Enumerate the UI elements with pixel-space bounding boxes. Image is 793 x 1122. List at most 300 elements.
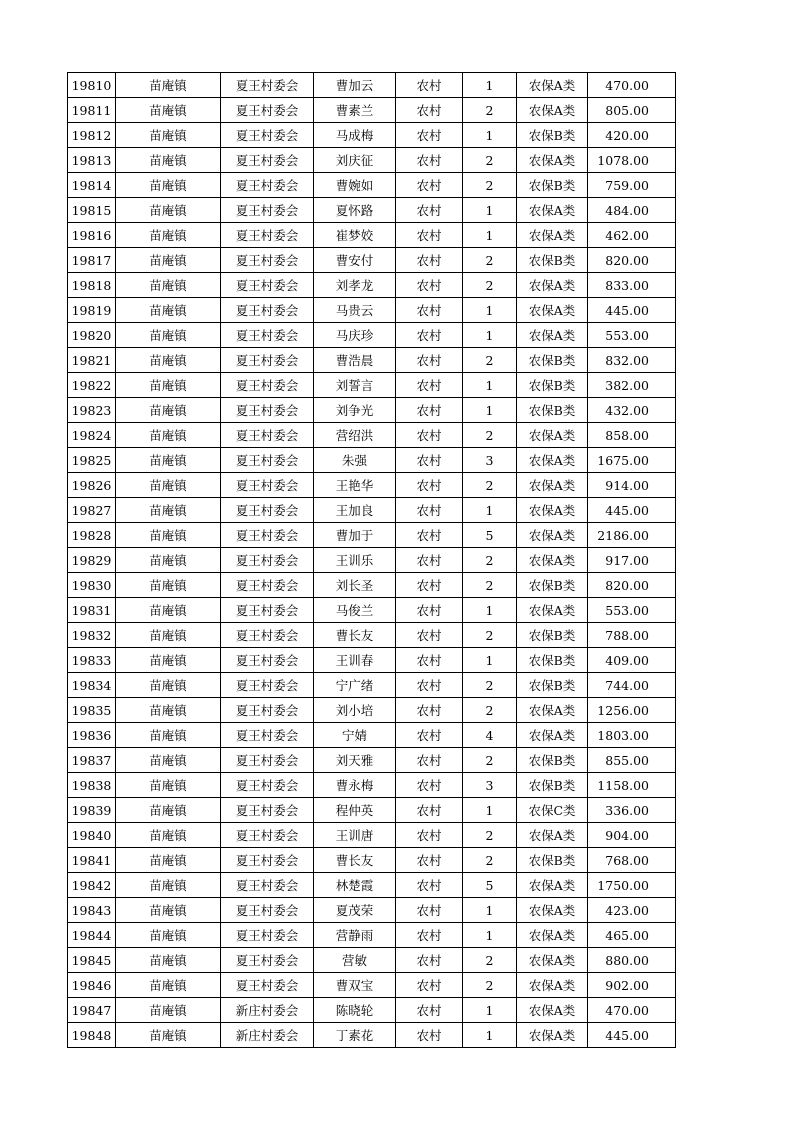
record-id-cell: 19825 [68,448,116,473]
town-cell: 苗庵镇 [116,348,221,373]
household-size-cell: 1 [463,898,517,923]
town-cell: 苗庵镇 [116,973,221,998]
household-size-cell: 2 [463,273,517,298]
record-id-cell: 19843 [68,898,116,923]
town-cell: 苗庵镇 [116,373,221,398]
insurance-class-cell: 农保A类 [517,148,588,173]
household-size-cell: 2 [463,348,517,373]
village-cell: 夏王村委会 [221,898,314,923]
amount-cell: 445.00 [588,498,676,523]
table-row [68,573,676,598]
town-cell: 苗庵镇 [116,198,221,223]
household-size-cell: 2 [463,623,517,648]
area-type-cell: 农村 [396,598,463,623]
household-size-cell: 1 [463,223,517,248]
household-size-cell: 1 [463,373,517,398]
household-size-cell: 2 [463,823,517,848]
table-row [68,523,676,548]
amount-cell: 1078.00 [588,148,676,173]
name-cell: 王训乐 [314,548,396,573]
record-id-cell: 19848 [68,1023,116,1048]
village-cell: 夏王村委会 [221,623,314,648]
household-size-cell: 4 [463,723,517,748]
record-id-cell: 19836 [68,723,116,748]
town-cell: 苗庵镇 [116,623,221,648]
table-row [68,873,676,898]
name-cell: 朱强 [314,448,396,473]
name-cell: 丁素花 [314,1023,396,1048]
village-cell: 夏王村委会 [221,648,314,673]
household-size-cell: 2 [463,173,517,198]
town-cell: 苗庵镇 [116,998,221,1023]
table-row [68,98,676,123]
name-cell: 刘长圣 [314,573,396,598]
insurance-class-cell: 农保A类 [517,448,588,473]
household-size-cell: 2 [463,148,517,173]
area-type-cell: 农村 [396,148,463,173]
table-row [68,748,676,773]
household-size-cell: 2 [463,748,517,773]
name-cell: 曹加于 [314,523,396,548]
name-cell: 马贵云 [314,298,396,323]
name-cell: 马俊兰 [314,598,396,623]
area-type-cell: 农村 [396,1023,463,1048]
household-size-cell: 1 [463,648,517,673]
amount-cell: 833.00 [588,273,676,298]
record-id-cell: 19834 [68,673,116,698]
town-cell: 苗庵镇 [116,98,221,123]
village-cell: 夏王村委会 [221,348,314,373]
area-type-cell: 农村 [396,723,463,748]
name-cell: 营静雨 [314,923,396,948]
name-cell: 程仲英 [314,798,396,823]
insurance-class-cell: 农保A类 [517,823,588,848]
record-id-cell: 19811 [68,98,116,123]
amount-cell: 553.00 [588,598,676,623]
household-size-cell: 3 [463,448,517,473]
name-cell: 夏茂荣 [314,898,396,923]
record-id-cell: 19841 [68,848,116,873]
village-cell: 新庄村委会 [221,998,314,1023]
household-size-cell: 1 [463,923,517,948]
household-size-cell: 2 [463,673,517,698]
household-size-cell: 1 [463,73,517,98]
name-cell: 曹长友 [314,848,396,873]
name-cell: 王训唐 [314,823,396,848]
household-size-cell: 2 [463,698,517,723]
household-size-cell: 1 [463,498,517,523]
village-cell: 夏王村委会 [221,548,314,573]
amount-cell: 832.00 [588,348,676,373]
record-id-cell: 19828 [68,523,116,548]
name-cell: 营敏 [314,948,396,973]
town-cell: 苗庵镇 [116,548,221,573]
table-row [68,548,676,573]
town-cell: 苗庵镇 [116,223,221,248]
village-cell: 夏王村委会 [221,223,314,248]
name-cell: 刘誓言 [314,373,396,398]
amount-cell: 904.00 [588,823,676,848]
insurance-class-cell: 农保A类 [517,273,588,298]
record-id-cell: 19840 [68,823,116,848]
town-cell: 苗庵镇 [116,848,221,873]
area-type-cell: 农村 [396,548,463,573]
area-type-cell: 农村 [396,923,463,948]
town-cell: 苗庵镇 [116,873,221,898]
name-cell: 林楚霞 [314,873,396,898]
insurance-class-cell: 农保A类 [517,223,588,248]
record-id-cell: 19819 [68,298,116,323]
name-cell: 曹双宝 [314,973,396,998]
village-cell: 夏王村委会 [221,148,314,173]
name-cell: 陈晓轮 [314,998,396,1023]
amount-cell: 553.00 [588,323,676,348]
village-cell: 夏王村委会 [221,973,314,998]
town-cell: 苗庵镇 [116,273,221,298]
name-cell: 夏怀路 [314,198,396,223]
amount-cell: 420.00 [588,123,676,148]
area-type-cell: 农村 [396,673,463,698]
amount-cell: 1750.00 [588,873,676,898]
town-cell: 苗庵镇 [116,73,221,98]
village-cell: 夏王村委会 [221,73,314,98]
table-row [68,623,676,648]
village-cell: 夏王村委会 [221,598,314,623]
amount-cell: 432.00 [588,398,676,423]
amount-cell: 1675.00 [588,448,676,473]
record-id-cell: 19810 [68,73,116,98]
town-cell: 苗庵镇 [116,498,221,523]
town-cell: 苗庵镇 [116,598,221,623]
record-id-cell: 19823 [68,398,116,423]
table-row [68,898,676,923]
amount-cell: 336.00 [588,798,676,823]
area-type-cell: 农村 [396,348,463,373]
town-cell: 苗庵镇 [116,448,221,473]
table-row [68,923,676,948]
record-id-cell: 19814 [68,173,116,198]
amount-cell: 470.00 [588,73,676,98]
amount-cell: 788.00 [588,623,676,648]
town-cell: 苗庵镇 [116,648,221,673]
village-cell: 夏王村委会 [221,448,314,473]
town-cell: 苗庵镇 [116,473,221,498]
village-cell: 夏王村委会 [221,948,314,973]
household-size-cell: 1 [463,1023,517,1048]
insurance-class-cell: 农保B类 [517,773,588,798]
name-cell: 曹长友 [314,623,396,648]
name-cell: 刘孝龙 [314,273,396,298]
record-id-cell: 19847 [68,998,116,1023]
insurance-class-cell: 农保B类 [517,248,588,273]
town-cell: 苗庵镇 [116,523,221,548]
amount-cell: 914.00 [588,473,676,498]
area-type-cell: 农村 [396,623,463,648]
town-cell: 苗庵镇 [116,673,221,698]
table-row [68,698,676,723]
household-size-cell: 2 [463,423,517,448]
area-type-cell: 农村 [396,223,463,248]
table-row [68,723,676,748]
village-cell: 夏王村委会 [221,373,314,398]
amount-cell: 382.00 [588,373,676,398]
record-id-cell: 19839 [68,798,116,823]
name-cell: 营绍洪 [314,423,396,448]
area-type-cell: 农村 [396,823,463,848]
amount-cell: 902.00 [588,973,676,998]
table-row [68,323,676,348]
household-size-cell: 2 [463,98,517,123]
table-row [68,173,676,198]
town-cell: 苗庵镇 [116,123,221,148]
area-type-cell: 农村 [396,498,463,523]
name-cell: 马庆珍 [314,323,396,348]
village-cell: 夏王村委会 [221,323,314,348]
area-type-cell: 农村 [396,998,463,1023]
table-row [68,123,676,148]
insurance-class-cell: 农保B类 [517,648,588,673]
table-row [68,448,676,473]
insurance-class-cell: 农保A类 [517,423,588,448]
area-type-cell: 农村 [396,523,463,548]
table-row [68,223,676,248]
household-size-cell: 2 [463,948,517,973]
insurance-class-cell: 农保A类 [517,548,588,573]
town-cell: 苗庵镇 [116,823,221,848]
town-cell: 苗庵镇 [116,298,221,323]
village-cell: 夏王村委会 [221,248,314,273]
household-size-cell: 2 [463,973,517,998]
area-type-cell: 农村 [396,898,463,923]
area-type-cell: 农村 [396,698,463,723]
insurance-class-cell: 农保B类 [517,373,588,398]
table-row [68,273,676,298]
area-type-cell: 农村 [396,98,463,123]
area-type-cell: 农村 [396,173,463,198]
area-type-cell: 农村 [396,373,463,398]
name-cell: 曹浩晨 [314,348,396,373]
area-type-cell: 农村 [396,473,463,498]
amount-cell: 820.00 [588,573,676,598]
household-size-cell: 1 [463,798,517,823]
area-type-cell: 农村 [396,748,463,773]
table-row [68,423,676,448]
area-type-cell: 农村 [396,873,463,898]
village-cell: 夏王村委会 [221,848,314,873]
amount-cell: 805.00 [588,98,676,123]
record-id-cell: 19831 [68,598,116,623]
record-id-cell: 19833 [68,648,116,673]
record-id-cell: 19813 [68,148,116,173]
table-row [68,598,676,623]
village-cell: 夏王村委会 [221,198,314,223]
table-row [68,73,676,98]
table-row [68,148,676,173]
insurance-class-cell: 农保A类 [517,898,588,923]
village-cell: 夏王村委会 [221,173,314,198]
area-type-cell: 农村 [396,198,463,223]
amount-cell: 1803.00 [588,723,676,748]
record-id-cell: 19817 [68,248,116,273]
amount-cell: 855.00 [588,748,676,773]
area-type-cell: 农村 [396,323,463,348]
insurance-class-cell: 农保A类 [517,973,588,998]
village-cell: 夏王村委会 [221,698,314,723]
town-cell: 苗庵镇 [116,773,221,798]
town-cell: 苗庵镇 [116,898,221,923]
village-cell: 夏王村委会 [221,423,314,448]
area-type-cell: 农村 [396,848,463,873]
table-row [68,473,676,498]
village-cell: 夏王村委会 [221,473,314,498]
record-id-cell: 19842 [68,873,116,898]
village-cell: 夏王村委会 [221,748,314,773]
household-size-cell: 2 [463,248,517,273]
household-size-cell: 2 [463,473,517,498]
insurance-class-cell: 农保A类 [517,523,588,548]
village-cell: 夏王村委会 [221,523,314,548]
table-row [68,348,676,373]
table-row [68,198,676,223]
area-type-cell: 农村 [396,73,463,98]
town-cell: 苗庵镇 [116,398,221,423]
insurance-class-cell: 农保A类 [517,198,588,223]
village-cell: 夏王村委会 [221,823,314,848]
amount-cell: 768.00 [588,848,676,873]
village-cell: 夏王村委会 [221,273,314,298]
village-cell: 夏王村委会 [221,123,314,148]
area-type-cell: 农村 [396,973,463,998]
household-size-cell: 1 [463,598,517,623]
insurance-class-cell: 农保A类 [517,323,588,348]
record-id-cell: 19835 [68,698,116,723]
area-type-cell: 农村 [396,573,463,598]
area-type-cell: 农村 [396,798,463,823]
table-row [68,848,676,873]
amount-cell: 1256.00 [588,698,676,723]
amount-cell: 858.00 [588,423,676,448]
town-cell: 苗庵镇 [116,1023,221,1048]
amount-cell: 2186.00 [588,523,676,548]
insurance-class-cell: 农保B类 [517,623,588,648]
town-cell: 苗庵镇 [116,798,221,823]
table-body [68,73,676,1048]
amount-cell: 465.00 [588,923,676,948]
household-size-cell: 1 [463,323,517,348]
table-row [68,798,676,823]
record-id-cell: 19812 [68,123,116,148]
amount-cell: 820.00 [588,248,676,273]
town-cell: 苗庵镇 [116,173,221,198]
amount-cell: 759.00 [588,173,676,198]
town-cell: 苗庵镇 [116,248,221,273]
village-cell: 夏王村委会 [221,98,314,123]
household-size-cell: 2 [463,548,517,573]
record-id-cell: 19845 [68,948,116,973]
household-size-cell: 1 [463,123,517,148]
name-cell: 宁婧 [314,723,396,748]
record-id-cell: 19830 [68,573,116,598]
area-type-cell: 农村 [396,648,463,673]
village-cell: 夏王村委会 [221,723,314,748]
table-row [68,673,676,698]
name-cell: 宁广绪 [314,673,396,698]
insurance-class-cell: 农保C类 [517,798,588,823]
area-type-cell: 农村 [396,123,463,148]
town-cell: 苗庵镇 [116,723,221,748]
household-size-cell: 3 [463,773,517,798]
area-type-cell: 农村 [396,773,463,798]
table-row [68,373,676,398]
name-cell: 崔梦姣 [314,223,396,248]
town-cell: 苗庵镇 [116,698,221,723]
town-cell: 苗庵镇 [116,323,221,348]
insurance-class-cell: 农保B类 [517,398,588,423]
insurance-class-cell: 农保B类 [517,848,588,873]
village-cell: 新庄村委会 [221,1023,314,1048]
record-id-cell: 19832 [68,623,116,648]
table-row [68,948,676,973]
insurance-class-cell: 农保A类 [517,473,588,498]
record-id-cell: 19837 [68,748,116,773]
table-row [68,248,676,273]
table-row [68,398,676,423]
name-cell: 曹婉如 [314,173,396,198]
area-type-cell: 农村 [396,448,463,473]
record-id-cell: 19826 [68,473,116,498]
town-cell: 苗庵镇 [116,148,221,173]
record-id-cell: 19821 [68,348,116,373]
town-cell: 苗庵镇 [116,923,221,948]
household-size-cell: 2 [463,848,517,873]
household-size-cell: 2 [463,573,517,598]
amount-cell: 917.00 [588,548,676,573]
record-id-cell: 19829 [68,548,116,573]
area-type-cell: 农村 [396,423,463,448]
name-cell: 王艳华 [314,473,396,498]
insurance-class-cell: 农保A类 [517,298,588,323]
insurance-class-cell: 农保A类 [517,723,588,748]
amount-cell: 470.00 [588,998,676,1023]
insurance-class-cell: 农保A类 [517,998,588,1023]
household-size-cell: 1 [463,198,517,223]
table-row [68,998,676,1023]
amount-cell: 1158.00 [588,773,676,798]
table-row [68,1023,676,1048]
household-size-cell: 1 [463,298,517,323]
name-cell: 曹加云 [314,73,396,98]
insurance-class-cell: 农保A类 [517,873,588,898]
village-cell: 夏王村委会 [221,773,314,798]
record-id-cell: 19816 [68,223,116,248]
name-cell: 刘庆征 [314,148,396,173]
table-row [68,823,676,848]
insurance-class-cell: 农保B类 [517,348,588,373]
household-size-cell: 5 [463,873,517,898]
record-id-cell: 19827 [68,498,116,523]
village-cell: 夏王村委会 [221,498,314,523]
name-cell: 曹素兰 [314,98,396,123]
table-row [68,973,676,998]
area-type-cell: 农村 [396,948,463,973]
insurance-class-cell: 农保B类 [517,748,588,773]
village-cell: 夏王村委会 [221,398,314,423]
area-type-cell: 农村 [396,298,463,323]
town-cell: 苗庵镇 [116,423,221,448]
amount-cell: 423.00 [588,898,676,923]
name-cell: 曹安付 [314,248,396,273]
insurance-class-cell: 农保A类 [517,498,588,523]
